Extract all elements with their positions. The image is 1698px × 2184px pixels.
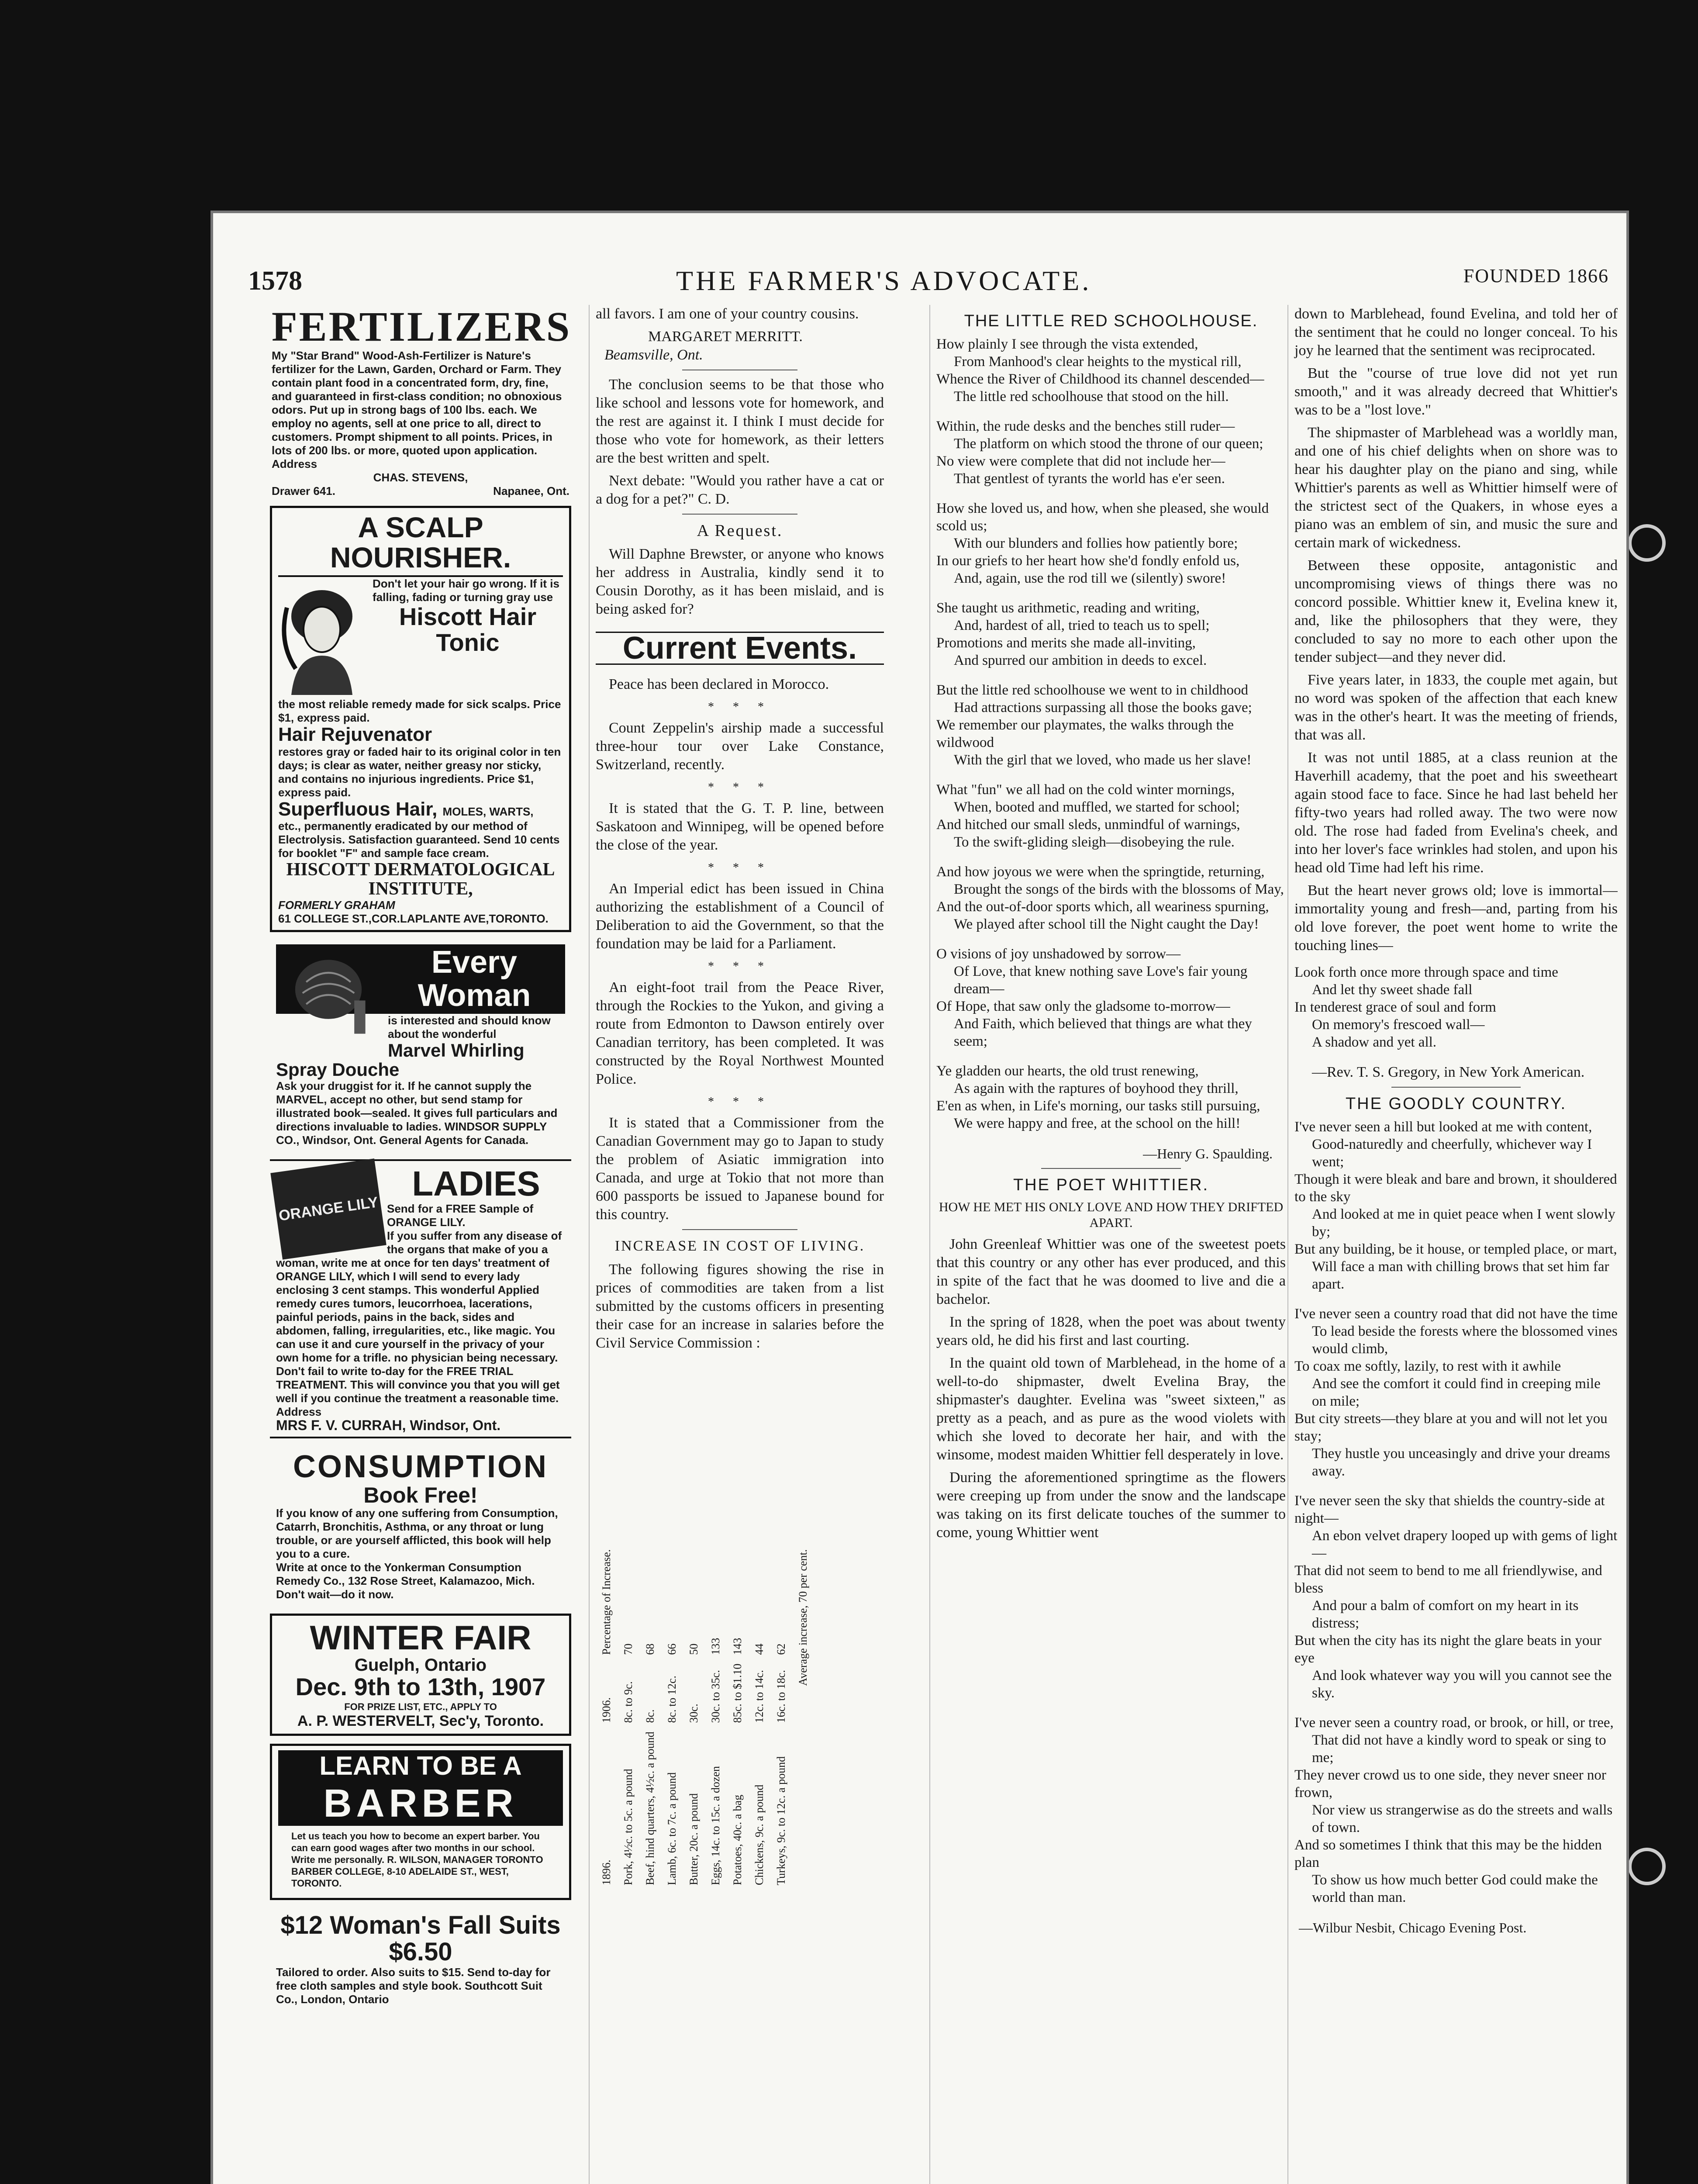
poem-line: What "fun" we all had on the cold winter mornings,	[936, 782, 1235, 798]
poem-line: That did not have a kindly word to speak or sing to me;	[1312, 1732, 1606, 1766]
poem-line: And hitched our small sleds, unmindful of warnings,	[936, 817, 1240, 833]
page-number: 1578	[248, 266, 302, 296]
table-row	[749, 1545, 770, 1890]
table-cell: 70	[622, 1643, 635, 1655]
ad-place: Napanee, Ont.	[493, 484, 569, 498]
ad-drawer: Drawer 641.	[272, 484, 335, 498]
price-table-wrapper	[596, 1361, 884, 1898]
poem-line: And so sometimes I think that this may be the hidden plan	[1294, 1837, 1602, 1870]
woman-portrait-icon	[278, 581, 366, 695]
ads-column	[270, 305, 571, 2184]
ad-title: A SCALP NOURISHER.	[278, 512, 563, 577]
table-cell: 85c. to $1.10	[731, 1663, 744, 1723]
ad-place: Guelph, Ontario	[354, 1655, 487, 1675]
table-average: Average increase, 70 per cent.	[797, 1549, 809, 1686]
poem-line: And, hardest of all, tried to teach us to spell;	[954, 618, 1210, 633]
ad-title-line2: BARBER	[278, 1781, 563, 1826]
poem-stanza	[936, 863, 1286, 933]
poem-line: Good-naturedly and cheerfully, whichever way I went;	[1312, 1137, 1592, 1170]
poem-stanza	[1294, 1118, 1618, 1293]
ad-body: Let us teach you how to become an expert barber. You can earn good wages after two months in our school. Write me personally. R. WILSON, MANAGER TORONTO BARBER COLLEGE, 8-10 ADELAIDE ST., WEST, TORONTO.	[291, 1831, 543, 1889]
table-row	[661, 1545, 683, 1890]
poem-stanza	[1294, 1714, 1618, 1906]
divider	[1041, 1168, 1181, 1169]
whittier-subtitle: HOW HE MET HIS ONLY LOVE AND HOW THEY DRIFTED APART.	[939, 1200, 1284, 1230]
poem-line: And, again, use the rod till we (silently) swore!	[954, 570, 1226, 586]
poem-stanza	[1294, 1305, 1618, 1480]
ad-ladies	[270, 1159, 571, 1438]
event-item: An Imperial edict has been issued in China authorizing the establishment of a Council of Deliberation to aid the Government, so that the foundation may be laid for a Parliament.	[596, 881, 884, 952]
ad-dates: Dec. 9th to 13th, 1907	[295, 1673, 546, 1701]
poem-stanza	[936, 781, 1286, 851]
ad-subtitle: Send for a FREE Sample of ORANGE LILY.	[387, 1202, 534, 1229]
ad-body: My "Star Brand" Wood-Ash-Fertilizer is Nature's fertilizer for the Lawn, Garden, Orchard or Farm. They contain plant food in a concentrated form, dry, fine, and guaranteed in first-class condition; no obnoxious odors. Put up in strong bags of 100 lbs. each. We employ no agents, sell at one price to all, direct to customers. Prompt shipment to all points. Prices, in lots of 200 lbs. or more, quoted upon application. Address	[272, 349, 562, 470]
price-table-rotated	[596, 1361, 814, 1890]
poem-line: Whence the River of Childhood its channel descended—	[936, 371, 1264, 387]
table-cell: 133	[709, 1638, 722, 1655]
ad-footer	[272, 484, 569, 498]
ad-fertilizers	[270, 305, 571, 498]
poem-line: And how joyous we were when the springtide, returning,	[936, 864, 1265, 880]
newspaper-page	[213, 213, 1626, 2184]
letter-signature: MARGARET MERRITT.	[648, 328, 803, 345]
poem-line: To lead beside the forests where the blossomed vines would climb,	[1312, 1324, 1618, 1357]
table-cell: Butter, 20c. a pound	[687, 1793, 700, 1885]
table-footer-row	[792, 1545, 814, 1890]
ad-body: Ask your druggist for it. If he cannot supply the MARVEL, accept no other, but send stamp for illustrated book—sealed. It gives full particulars and directions invaluable to ladies. WINDSOR SUPPLY CO., Windsor, Ont. General Agents for Canada.	[276, 1079, 558, 1147]
table-cell: Eggs, 14c. to 15c. a dozen	[709, 1766, 722, 1885]
poem-line: They hustle you unceasingly and drive your dreams away.	[1312, 1446, 1610, 1479]
binding-ring-top	[1628, 524, 1666, 562]
ad-product: Hiscott Hair Tonic	[399, 603, 537, 657]
table-cell: Lamb, 6c. to 7c. a pound	[666, 1772, 678, 1885]
table-header: 1896.	[600, 1859, 613, 1885]
quote-line: On memory's frescoed wall—	[1312, 1017, 1485, 1033]
ad-body: If you suffer from any disease of the organs that make of you a woman, write me at once for ten days' treatment of ORANGE LILY, which I will send to every lady enclosing 3 cent stamps. This wonderful Applied remedy cures tumors, leucorrhoea, lacerations, painful periods, pains in the back, sides and abdomen, falling, irregularities, etc., like magic. You can use it and cure yourself in the privacy of your own home for a trifle. no physician being necessary. Don't fail to write to-day for the FREE TRIAL TREATMENT. This will convince you that you will get well if you continue the treatment a reasonable time. Address	[276, 1229, 562, 1419]
poem-line: And pour a balm of comfort on my heart in its distress;	[1312, 1598, 1579, 1631]
ad-title: $12 Woman's Fall Suits $6.50	[280, 1911, 561, 1966]
ad-prize: FOR PRIZE LIST, ETC., APPLY TO	[344, 1701, 497, 1713]
poem-line: We played after school till the Night caught the Day!	[954, 916, 1259, 932]
event-item: It is stated that the G. T. P. line, between Saskatoon and Winnipeg, will be opened before the close of the year.	[596, 800, 884, 853]
table-cell: 8c.	[644, 1709, 656, 1723]
orange-lily-label: ORANGE LILY	[277, 1194, 380, 1225]
whittier-continued: Between these opposite, antagonistic and uncompromising views of things there was no concord possible. Whittier knew it, Evelina knew it, and, like the philosophers that they were, they concluded to say no more to each other upon the tender subject—and they never did.	[1294, 557, 1618, 665]
table-cell: Potatoes, 40c. a bag	[731, 1794, 744, 1885]
column-three	[929, 305, 1286, 2184]
request-body: Will Daphne Brewster, or anyone who knows her address in Australia, kindly send it to Cousin Dorothy, as it has been mislaid, and is being asked for?	[596, 546, 884, 617]
ad-superfluous-body: etc., permanently eradicated by our method of Electrolysis. Satisfaction guaranteed. Send 10 cents for booklet "F" and sample face cream.	[278, 819, 560, 860]
ad-every-woman	[270, 940, 571, 1151]
poem-schoolhouse	[936, 335, 1286, 1132]
whittier-continued: But the "course of true love did not yet run smooth," and it was already decreed that Whittier's was to be a "lost love."	[1294, 365, 1618, 418]
poem-line: To show us how much better God could make the world than man.	[1312, 1872, 1598, 1905]
table-cell: Turkeys, 9c. to 12c. a pound	[775, 1756, 787, 1885]
table-cell: 8c. to 12c.	[666, 1676, 678, 1723]
ad-address: MRS F. V. CURRAH, Windsor, Ont.	[276, 1417, 501, 1434]
goodly-title: THE GOODLY COUNTRY.	[1345, 1095, 1567, 1113]
table-cell: 62	[775, 1643, 787, 1655]
price-table	[596, 1545, 814, 1890]
ad-consumption	[270, 1446, 571, 1606]
whittier-quote	[1294, 964, 1618, 1051]
poem-title: THE LITTLE RED SCHOOLHOUSE.	[964, 312, 1258, 330]
ad-body: Tailored to order. Also suits to $15. Send to-day for free cloth samples and style book. Southcott Suit Co., London, Ontario	[276, 1966, 551, 2006]
ad-rejuvenator-body: restores gray or faded hair to its original color in ten days; is clear as water, neither greasy nor sticky, and contains no injurious ingredients. Price $1, express paid.	[278, 745, 561, 799]
poem-line: I've never seen a hill but looked at me with content,	[1294, 1119, 1592, 1135]
poem-stanza	[936, 599, 1286, 669]
poem-stanza	[936, 418, 1286, 487]
current-events-title: Current Events.	[596, 632, 884, 665]
ad-superfluous	[278, 799, 563, 819]
orange-lily-emblem	[270, 1159, 386, 1260]
whittier-continued: down to Marblehead, found Evelina, and told her of the sentiment that he could no longer conceal. To his joy he learned that the sentiment was reciprocated.	[1294, 306, 1618, 359]
event-item: An eight-foot trail from the Peace River, through the Rockies to the Yukon, and giving a route from Edmonton to Dawson entirely over Canadian territory, has been completed. It was constructed by the Royal Northwest Mounted Police.	[596, 979, 884, 1087]
poem-line: With our blunders and follies how patiently bore;	[954, 536, 1238, 551]
table-cell: 66	[666, 1643, 678, 1655]
poem-stanza	[936, 945, 1286, 1050]
table-cell: Beef, hind quarters, 4½c. a pound	[644, 1731, 656, 1885]
ad-barber	[270, 1744, 571, 1901]
poem-line: That did not seem to bend to me all friendlywise, and bless	[1294, 1563, 1602, 1596]
table-cell: 68	[644, 1643, 656, 1655]
poem-line: Though it were bleak and bare and brown, it shouldered to the sky	[1294, 1171, 1617, 1205]
whittier-paragraph: John Greenleaf Whittier was one of the sweetest poets that this country or any other has ever produced, and this in spite of the fact that he was doomed to live and die a bachelor.	[936, 1236, 1286, 1307]
ad-lead: Don't let your hair go wrong. If it is falling, fading or turning gray use	[373, 577, 559, 604]
divider	[682, 1229, 797, 1230]
quote-line: A shadow and yet all.	[1312, 1034, 1437, 1050]
table-cell: Chickens, 9c. a pound	[753, 1784, 766, 1885]
ad-product: Marvel Whirling Spray Douche	[276, 1040, 525, 1080]
poem-line: In our griefs to her heart how she'd fondly enfold us,	[936, 553, 1240, 569]
debate-text: The conclusion seems to be that those who like school and lessons vote for homework, and the rest are against it. I think I must decide for those who vote for homework, as their letters are the best written and spelt.	[596, 377, 884, 466]
table-row	[705, 1545, 727, 1890]
poem-line: Ye gladden our hearts, the old trust renewing,	[936, 1063, 1199, 1079]
poem-line: When, booted and muffled, we started for school;	[954, 799, 1240, 815]
masthead-title: THE FARMER'S ADVOCATE.	[676, 265, 1092, 296]
ad-address: Write at once to the Yonkerman Consumption Remedy Co., 132 Rose Street, Kalamazoo, Mich. Don't wait—do it now.	[276, 1561, 535, 1601]
next-debate: Next debate: "Would you rather have a cat or a dog for a pet?" C. D.	[596, 473, 884, 507]
poem-line: Promotions and merits she made all-inviting,	[936, 635, 1196, 651]
ad-rejuvenator: Hair Rejuvenator	[278, 724, 432, 746]
table-row	[770, 1545, 792, 1890]
poem-line: Within, the rude desks and the benches still ruder—	[936, 418, 1235, 434]
poem-line: And see the comfort it could find in creeping mile on mile;	[1312, 1376, 1601, 1409]
column-two	[589, 305, 884, 2184]
whittier-paragraph: In the spring of 1828, when the poet was about twenty years old, he did his first and last courting.	[936, 1314, 1286, 1348]
table-cell: 30c.	[687, 1704, 700, 1723]
poem-line: They never crowd us to one side, they never sneer nor frown,	[1294, 1767, 1606, 1800]
table-cell: 44	[753, 1643, 766, 1655]
poem-line: But any building, be it house, or templed place, or mart,	[1294, 1241, 1617, 1257]
ad-suits	[270, 1908, 571, 2011]
ad-title: Every Woman	[276, 944, 565, 1014]
poem-line: We remember our playmates, the walks through the wildwood	[936, 717, 1234, 750]
ad-title-line1: LEARN TO BE A	[278, 1750, 563, 1781]
poem-line: From Manhood's clear heights to the mystical rill,	[954, 354, 1242, 370]
whittier-paragraph: During the aforementioned springtime as the flowers were creeping up from under the snow and the landscape was taking on its first delicate touches of the summer to come, young Whittier went	[936, 1469, 1286, 1541]
poem-line: Of Hope, that saw only the gladsome to-morrow—	[936, 999, 1230, 1014]
poem-stanza	[936, 681, 1286, 769]
poem-line: And the out-of-door sports which, all weariness spurning,	[936, 899, 1269, 915]
separator-stars: * * *	[708, 781, 772, 794]
ad-title: WINTER FAIR	[310, 1618, 531, 1657]
separator-stars: * * *	[708, 861, 772, 874]
ad-name: CHAS. STEVENS,	[373, 470, 468, 484]
ad-product-body: the most reliable remedy made for sick scalps. Price $1, express paid.	[278, 698, 561, 725]
event-item: Count Zeppelin's airship made a successful three-hour tour over Lake Constance, Switzerland, recently.	[596, 720, 884, 773]
poem-line: How she loved us, and how, when she pleased, she would scold us;	[936, 501, 1269, 534]
poem-line: Nor view us strangerwise as do the streets and walls of town.	[1312, 1802, 1613, 1835]
poem-line: With the girl that we loved, who made us her slave!	[954, 752, 1252, 768]
poem-line: I've never seen a country road, or brook, or hill, or tree,	[1294, 1715, 1614, 1731]
poem-line: Brought the songs of the birds with the blossoms of May,	[954, 881, 1284, 897]
poem-line: But when the city has its night the glare beats in your eye	[1294, 1633, 1601, 1666]
poem-line: We were happy and free, at the school on the hill!	[954, 1116, 1241, 1131]
table-cell: 8c. to 9c.	[622, 1681, 635, 1723]
whittier-continued: Five years later, in 1833, the couple met again, but no word was spoken of the affection that each knew was in the other's heart. It was the meeting of friends, that was all.	[1294, 672, 1618, 743]
whittier-continued: It was not until 1885, at a class reunion at the Haverhill academy, that the poet and his sweetheart again stood face to face. Since he had last beheld her fifty-two years had rolled away. The two were now old. The rose had faded from Evelina's cheek, and into her lover's face wrinkles had stolen, and upon his head old Time had left his rime.	[1294, 750, 1618, 876]
poem-line: But city streets—they blare at you and will not let you stay;	[1294, 1411, 1608, 1444]
table-cell: 16c. to 18c.	[775, 1670, 787, 1723]
poem-line: And look whatever way you will you cannot see the sky.	[1312, 1668, 1612, 1701]
poem-line: O visions of joy unshadowed by sorrow—	[936, 946, 1181, 962]
table-row	[683, 1545, 705, 1890]
ad-scalp-nourisher	[270, 506, 571, 932]
table-row	[727, 1545, 749, 1890]
whittier-continued: But the heart never grows old; love is immortal—immortality young and fresh—and, parting from his old love forever, the poet went home to write the touching lines—	[1294, 882, 1618, 954]
masthead-founded: FOUNDED 1866	[1463, 265, 1609, 287]
table-row	[639, 1545, 661, 1890]
ad-title: LADIES	[412, 1164, 540, 1203]
poem-line: Had attractions surpassing all those the books gave;	[954, 700, 1252, 715]
table-header: Percentage of Increase.	[600, 1549, 613, 1655]
poem-author: —Henry G. Spaulding.	[1143, 1146, 1273, 1161]
ad-formerly: FORMERLY GRAHAM	[278, 898, 395, 912]
table-header: 1906.	[600, 1697, 613, 1723]
poem-line: Will face a man with chilling brows that set him far apart.	[1312, 1259, 1609, 1292]
letter-place: Beamsville, Ont.	[604, 347, 703, 363]
cost-body: The following figures showing the rise in prices of commodities are taken from a list submitted by the customs officers in presenting their case for an increase in salaries before the Civil Service Commission :	[596, 1261, 884, 1351]
poem-line: As again with the raptures of boyhood they thrill,	[954, 1081, 1239, 1096]
quote-author: —Rev. T. S. Gregory, in New York American.	[1312, 1064, 1585, 1080]
ad-winter-fair	[270, 1614, 571, 1735]
ad-superfluous-title: Superfluous Hair,	[278, 798, 438, 820]
ad-title: CONSUMPTION	[293, 1449, 548, 1485]
poem-line: To coax me softly, lazily, to rest with it awhile	[1294, 1358, 1561, 1374]
divider	[1391, 1087, 1521, 1088]
poem-stanza	[936, 500, 1286, 587]
separator-stars: * * *	[708, 960, 772, 973]
poem-line: An ebon velvet drapery looped up with gems of light—	[1312, 1528, 1618, 1561]
separator-stars: * * *	[708, 1095, 772, 1109]
poem-line: I've never seen a country road that did not have the time	[1294, 1306, 1618, 1322]
poem-line: The platform on which stood the throne of our queen;	[954, 436, 1263, 452]
poem-line: The little red schoolhouse that stood on the hill.	[954, 389, 1229, 404]
whittier-paragraph: In the quaint old town of Marblehead, in the home of a well-to-do shipmaster, dwelt Evelina Bray, the shipmaster's daughter. Evelina was "sweet sixteen," as pretty as a peach, and as pure as the wood violets with which she loved to decorate her hair, and with the winsome, modest maiden Whittier fell desperately in love.	[936, 1355, 1286, 1463]
poem-goodly-country	[1294, 1118, 1618, 1906]
poem-line: And spurred our ambition in deeds to excel.	[954, 653, 1207, 668]
ad-subtitle: Book Free!	[363, 1482, 478, 1507]
poem-line: And Faith, which believed that things are what they seem;	[954, 1016, 1252, 1049]
poem-stanza	[936, 335, 1286, 405]
table-cell: Pork, 4½c. to 5c. a pound	[622, 1769, 635, 1885]
poem-line: She taught us arithmetic, reading and writing,	[936, 600, 1200, 616]
poem-stanza	[936, 1062, 1286, 1132]
table-cell: 143	[731, 1638, 744, 1655]
table-cell: 30c. to 35c.	[709, 1670, 722, 1723]
table-header-row	[596, 1545, 618, 1890]
poem-line: But the little red schoolhouse we went to in childhood	[936, 682, 1248, 698]
event-item: Peace has been declared in Morocco.	[609, 676, 829, 692]
poem-line: That gentlest of tyrants the world has e'er seen.	[954, 471, 1225, 487]
ad-institute: HISCOTT DERMATOLOGICAL INSTITUTE,	[286, 859, 555, 899]
binding-ring-bottom	[1628, 1848, 1666, 1885]
goodly-author: —Wilbur Nesbit, Chicago Evening Post.	[1299, 1920, 1527, 1935]
request-title: A Request.	[697, 522, 783, 540]
quote-line: In tenderest grace of soul and form	[1294, 999, 1496, 1015]
ad-lead: is interested and should know about the wonderful	[388, 1014, 551, 1041]
whittier-title: THE POET WHITTIER.	[1013, 1176, 1209, 1194]
ad-superfluous-tag: MOLES, WARTS,	[442, 805, 534, 818]
poem-line: I've never seen the sky that shields the country-side at night—	[1294, 1493, 1605, 1526]
table-row	[618, 1545, 639, 1890]
poem-line: To the swift-gliding sleigh—disobeying the rule.	[954, 834, 1235, 850]
ad-title: FERTILIZERS	[272, 305, 571, 350]
separator-stars: * * *	[708, 700, 772, 714]
table-cell: 50	[687, 1643, 700, 1655]
poem-line: How plainly I see through the vista extended,	[936, 336, 1198, 352]
column-four	[1287, 305, 1618, 2184]
poem-line: And looked at me in quiet peace when I went slowly by;	[1312, 1206, 1615, 1240]
quote-line: And let thy sweet shade fall	[1312, 982, 1473, 998]
letter-ending: all favors. I am one of your country cousins.	[596, 306, 859, 322]
poem-line: No view were complete that did not include her—	[936, 453, 1225, 469]
ad-contact: A. P. WESTERVELT, Sec'y, Toronto.	[297, 1713, 544, 1730]
table-cell: 12c. to 14c.	[753, 1670, 766, 1723]
whittier-continued: The shipmaster of Marblehead was a worldly man, and one of his chief delights when on shore was to hear his daughter play on the piano and sing, while Whittier's parents as well as Whittier himself were of the strictest sect of the Quakers, in whose eyes a piano was an emblem of sin, and music the sure and certain mark of wickedness.	[1294, 425, 1618, 551]
event-item: It is stated that a Commissioner from the Canadian Government may go to Japan to study the problem of Asiatic immigration into Canada, and urge at Tokio that not more than 600 passports be issued to Japanese bound for this country.	[596, 1115, 884, 1223]
ad-address: 61 COLLEGE ST.,COR.LAPLANTE AVE,TORONTO.	[278, 912, 549, 925]
poem-line: E'en as when, in Life's morning, our tasks still pursuing,	[936, 1098, 1260, 1114]
poem-line: Of Love, that knew nothing save Love's fair young dream—	[954, 964, 1248, 997]
quote-line: Look forth once more through space and time	[1294, 964, 1558, 980]
divider	[682, 514, 797, 515]
ad-body: If you know of any one suffering from Consumption, Catarrh, Bronchitis, Asthma, or any throat or lung trouble, or are yourself afflicted, this book will help you to a cure.	[276, 1507, 558, 1561]
poem-stanza	[1294, 1492, 1618, 1702]
cost-title: INCREASE IN COST OF LIVING.	[614, 1238, 865, 1254]
spray-bulb-icon	[276, 949, 381, 1045]
